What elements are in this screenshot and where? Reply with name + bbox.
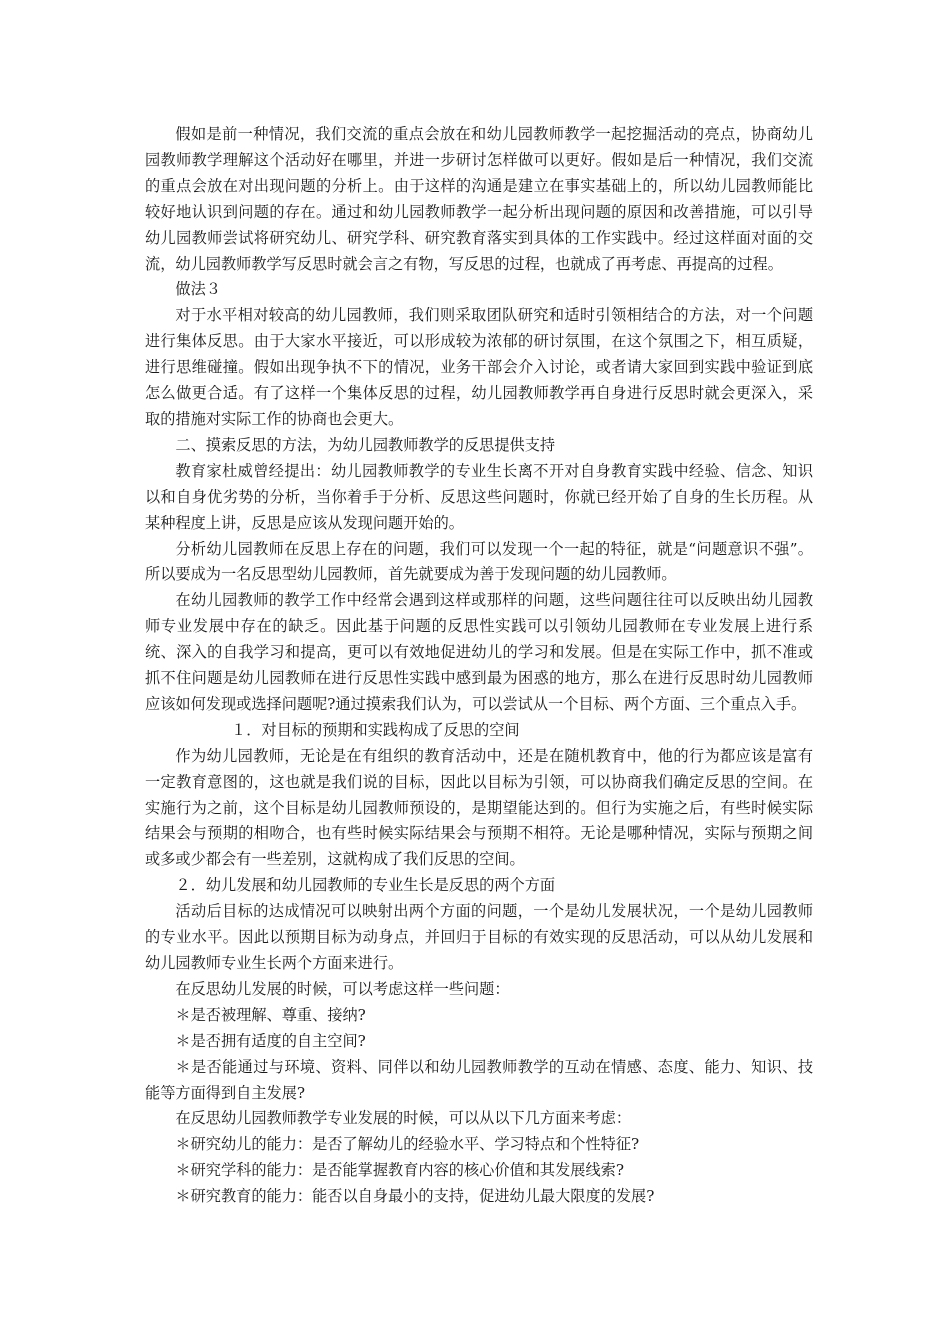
- list-item-child-1: ＊是否被理解、尊重、接纳?: [175, 1005, 366, 1024]
- paragraph-3: 教育家杜威曾经提出：幼儿园教师教学的专业生长离不开对自身教育实践中经验、信念、知识以和自身优劣势的分析，当你着手于分析、反思这些问题时，你就已经开始了自身的生长历程。从某种程度上讲，反思是应该从发现问题开始的。: [145, 461, 813, 532]
- list-item-teacher-2: ＊研究学科的能力：是否能掌握教育内容的核心价值和其发展线索?: [175, 1161, 624, 1180]
- list-item-teacher-3: ＊研究教育的能力：能否以自身最小的支持，促进幼儿最大限度的发展?: [175, 1187, 655, 1206]
- paragraph-5: 在幼儿园教师的教学工作中经常会遇到这样或那样的问题，这些问题往往可以反映出幼儿园教师专业发展中存在的缺乏。因此基于问题的反思性实践可以引领幼儿园教师在专业发展上进行系统、深入的自我学习和提高，更可以有效地促进幼儿的学习和发展。但是在实际工作中，抓不准或抓不住问题是幼儿园教师在进行反思性实践中感到最为困惑的地方，那么在进行反思时幼儿园教师应该如何发现或选择问题呢?通过摸索我们认为，可以尝试从一个目标、两个方面、三个重点入手。: [145, 591, 813, 713]
- paragraph-4: 分析幼儿园教师在反思上存在的问题，我们可以发现一个一起的特征，就是“问题意识不强”。所以要成为一名反思型幼儿园教师，首先就要成为善于发现问题的幼儿园教师。: [145, 539, 813, 584]
- numbered-heading-2: ２．幼儿发展和幼儿园教师的专业生长是反思的两个方面: [175, 876, 556, 895]
- paragraph-7: 活动后目标的达成情况可以映射出两个方面的问题，一个是幼儿发展状况，一个是幼儿园教师的专业水平。因此以预期目标为动身点，并回归于目标的有效实现的反思活动，可以从幼儿发展和幼儿园教师专业生长两个方面来进行。: [145, 902, 813, 972]
- list-item-child-3: ＊是否能通过与环境、资料、同伴以和幼儿园教师教学的互动在情感、态度、能力、知识、技能等方面得到自主发展?: [145, 1057, 813, 1102]
- document-page: [145, 122, 813, 1210]
- paragraph-9: 在反思幼儿园教师教学专业发展的时候，可以从以下几方面来考虑：: [175, 1109, 632, 1128]
- numbered-heading-1: １．对目标的预期和实践构成了反思的空间: [231, 720, 520, 739]
- paragraph-6: 作为幼儿园教师，无论是在有组织的教育活动中，还是在随机教育中，他的行为都应该是富有一定教育意图的，这也就是我们说的目标，因此以目标为引领，可以协商我们确定反思的空间。在实施行为之前，这个目标是幼儿园教师预设的，是期望能达到的。但行为实施之后，有些时候实际结果会与预期的相吻合，也有些时候实际结果会与预期不相符。无论是哪种情况，实际与预期之间或多或少都会有一些差别，这就构成了我们反思的空间。: [145, 746, 813, 869]
- list-item-teacher-1: ＊研究幼儿的能力：是否了解幼儿的经验水平、学习特点和个性特征?: [175, 1135, 640, 1154]
- paragraph-8: 在反思幼儿发展的时候，可以考虑这样一些问题：: [175, 979, 510, 998]
- paragraph-1: 假如是前一种情况，我们交流的重点会放在和幼儿园教师教学一起挖掘活动的亮点，协商幼儿园教师教学理解这个活动好在哪里，并进一步研讨怎样做可以更好。假如是后一种情况，我们交流的重点会放在对出现问题的分析上。由于这样的沟通是建立在事实基础上的，所以幼儿园教师能比较好地认识到问题的存在。通过和幼儿园教师教学一起分析出现问题的原因和改善措施，可以引导幼儿园教师尝试将研究幼儿、研究学科、研究教育落实到具体的工作实践中。经过这样面对面的交流，幼儿园教师教学写反思时就会言之有物，写反思的过程，也就成了再考虑、再提高的过程。: [145, 125, 813, 273]
- section-heading-2: 二、摸索反思的方法，为幼儿园教师教学的反思提供支持: [175, 435, 556, 454]
- paragraph-2: 对于水平相对较高的幼儿园教师，我们则采取团队研究和适时引领相结合的方法，对一个问题进行集体反思。由于大家水平接近，可以形成较为浓郁的研讨氛围，在这个氛围之下，相互质疑，进行思维碰撞。假如出现争执不下的情况，业务干部会介入讨论，或者请大家回到实践中验证到底怎么做更合适。有了这样一个集体反思的过程，幼儿园教师教学再自身进行反思时就会更深入，采取的措施对实际工作的协商也会更大。: [145, 306, 813, 428]
- section-heading-method-3: 做法３: [175, 280, 221, 299]
- list-item-child-2: ＊是否拥有适度的自主空间?: [175, 1031, 366, 1050]
